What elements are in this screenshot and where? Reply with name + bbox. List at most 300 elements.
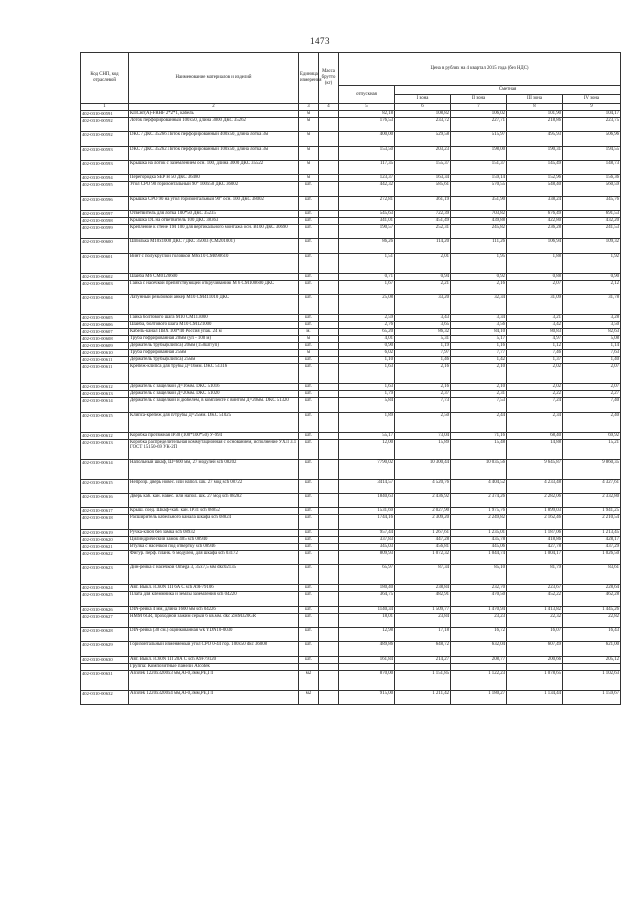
item-code: 402-0310-00605: [81, 315, 129, 322]
item-mass: [319, 398, 339, 412]
price-zone-4: 69,92: [563, 432, 621, 439]
price-zone-4: 15,21: [563, 439, 621, 459]
item-mass: [319, 329, 339, 336]
price-zone-3: 16,07: [507, 628, 563, 642]
table-row: [81, 529, 621, 536]
price-zone-1: 87,34: [395, 565, 451, 585]
item-unit: шт.: [299, 225, 319, 239]
price-release: 1744,16: [339, 515, 395, 529]
header-unit: Единица измерения: [299, 53, 319, 104]
price-release: 55,17: [339, 432, 395, 439]
header-zone-3: III зона: [507, 95, 563, 104]
item-mass: [319, 439, 339, 459]
price-zone-2: 227,71: [451, 117, 507, 131]
item-unit: шт.: [299, 295, 319, 315]
item-unit: шт.: [299, 412, 319, 432]
price-zone-4: 428,17: [563, 536, 621, 543]
price-release: 190,57: [339, 225, 395, 239]
item-mass: [319, 628, 339, 642]
price-zone-4: 3,50: [563, 322, 621, 329]
table-row: [81, 329, 621, 336]
item-name: Дверь каб. кан. навес. или напол. шк. 27 мод sch 08282: [129, 494, 299, 508]
price-zone-4: 345,76: [563, 196, 621, 210]
price-zone-4: 1 102,63: [563, 670, 621, 690]
item-code: 402-0310-00609: [81, 343, 129, 350]
page-number: 1473: [310, 36, 330, 46]
item-code: 402-0310-00627: [81, 613, 129, 627]
price-zone-1: 7,97: [395, 350, 451, 357]
item-code: 402-0310-00603: [81, 280, 129, 294]
price-zone-3: 4,97: [507, 336, 563, 343]
table-row: [81, 613, 621, 627]
item-name: DKC / ДКС 35262 Лоток перфорированный 100x50, длина лотка 3м: [129, 146, 299, 160]
item-mass: [319, 315, 339, 322]
table-row: [81, 628, 621, 642]
item-mass: [319, 391, 339, 398]
col-number: 7: [451, 104, 507, 111]
item-name: Угол СРО 90 горизонтальный 90° 100x50 ДКС 36002: [129, 182, 299, 196]
table-row: [81, 253, 621, 273]
item-name: Кабель-канал ПВХ 100*40 Россия упак. 24 м: [129, 329, 299, 336]
price-table: [80, 52, 621, 705]
item-unit: шт.: [299, 439, 319, 459]
price-zone-1: 214,27: [395, 656, 451, 663]
item-unit: м2: [299, 670, 319, 690]
item-unit: шт.: [299, 398, 319, 412]
item-unit: шт.: [299, 391, 319, 398]
table-row: [81, 565, 621, 585]
price-release: 272,81: [339, 196, 395, 210]
item-code: 402-0310-00625: [81, 592, 129, 606]
col-number: 2: [129, 104, 299, 111]
price-zone-2: 3,56: [451, 322, 507, 329]
item-mass: [319, 343, 339, 350]
item-code: 402-0310-00592: [81, 132, 129, 146]
table-row: [81, 364, 621, 384]
price-zone-4: 1 213,45: [563, 529, 621, 536]
item-mass: [319, 384, 339, 391]
price-zone-1: 451,49: [395, 218, 451, 225]
item-mass: [319, 642, 339, 656]
item-mass: [319, 117, 339, 131]
price-zone-1: 203,23: [395, 146, 451, 160]
header-code: Код СНП, код отраслевой: [81, 53, 129, 104]
table-header: [81, 53, 621, 111]
price-release: 82,18: [339, 110, 395, 117]
price-release: 123,37: [339, 175, 395, 182]
item-mass: [319, 690, 339, 704]
price-zone-1: 2,21: [395, 280, 451, 294]
price-release: 1,79: [339, 391, 395, 398]
table-row: [81, 656, 621, 663]
table-row: [81, 132, 621, 146]
price-zone-4: 1 941,25: [563, 508, 621, 515]
item-mass: [319, 253, 339, 273]
item-unit: шт.: [299, 343, 319, 350]
item-code: 402-0310-00600: [81, 239, 129, 253]
price-release: 4,01: [339, 336, 395, 343]
price-zone-3: 31,09: [507, 295, 563, 315]
table-row: [81, 225, 621, 239]
item-code: 402-0310-00599: [81, 225, 129, 239]
item-unit: шт.: [299, 273, 319, 280]
price-zone-3: 2,22: [507, 391, 563, 398]
price-zone-4: 462,28: [563, 592, 621, 606]
price-zone-1: 7,73: [395, 398, 451, 412]
price-zone-2: 85,10: [451, 565, 507, 585]
price-zone-4: 7,63: [563, 350, 621, 357]
table-row: [81, 343, 621, 350]
item-code: 402-0310-00619: [81, 529, 129, 536]
item-code: 402-0310-00613: [81, 391, 129, 398]
price-zone-3: 427,78: [507, 543, 563, 550]
table-row: [81, 239, 621, 253]
item-code: 402-0310-00629: [81, 642, 129, 656]
group-row: [81, 663, 621, 670]
price-zone-3: 81,79: [507, 565, 563, 585]
price-zone-2: 1 235,01: [451, 529, 507, 536]
item-unit: [299, 663, 319, 670]
header-name: Наименование материалов и изделий: [129, 53, 299, 104]
item-code: 402-0310-00626: [81, 606, 129, 613]
price-zone-2: 23,23: [451, 613, 507, 627]
table-row: [81, 494, 621, 508]
item-mass: [319, 295, 339, 315]
price-zone-1: 1 211,42: [395, 690, 451, 704]
item-name: Alcotek 1220x3200x4 мм,Al-0,3мм,PE,Г4: [129, 690, 299, 704]
price-zone-2: 16,72: [451, 628, 507, 642]
price-zone-4: 3,28: [563, 315, 621, 322]
price-zone-4: 16,43: [563, 628, 621, 642]
price-zone-1: 3,43: [395, 315, 451, 322]
item-code: 402-0310-00608: [81, 336, 129, 343]
item-mass: [319, 565, 339, 585]
price-zone-1: 447,28: [395, 536, 451, 543]
price-zone-4: 241,53: [563, 225, 621, 239]
price-zone-3: 106,94: [507, 239, 563, 253]
table-row: [81, 280, 621, 294]
item-name: Дин-рейка с насечкой Omega 3, 35x7,5 мм dkc02135: [129, 565, 299, 585]
price-zone-4: 1,40: [563, 357, 621, 364]
price-release: 489,86: [339, 642, 395, 656]
item-unit: шт.: [299, 432, 319, 439]
item-code: 402-0310-00628: [81, 628, 129, 642]
price-release: 1,51: [339, 253, 395, 273]
price-zone-3: 0,88: [507, 273, 563, 280]
item-mass: [319, 543, 339, 550]
price-zone-2: 1 470,94: [451, 606, 507, 613]
price-zone-2: 111,26: [451, 239, 507, 253]
price-zone-2: 106,02: [451, 110, 507, 117]
price-release: 545,63: [339, 211, 395, 218]
price-zone-3: 190,31: [507, 146, 563, 160]
header-zone-1: I зона: [395, 95, 451, 104]
item-unit: шт.: [299, 253, 319, 273]
price-zone-4: 432,20: [563, 218, 621, 225]
price-zone-1: 86,32: [395, 329, 451, 336]
price-zone-2: 198,00: [451, 146, 507, 160]
price-zone-4: 228,64: [563, 585, 621, 592]
table-row: [81, 175, 621, 182]
price-release: 957,44: [339, 529, 395, 536]
price-zone-4: 4 327,61: [563, 479, 621, 493]
table-row: [81, 515, 621, 529]
price-zone-1: 0,94: [395, 273, 451, 280]
item-unit: м: [299, 175, 319, 182]
table-row: [81, 295, 621, 315]
price-release: 341,01: [339, 218, 395, 225]
price-zone-1: 4 520,76: [395, 479, 451, 493]
price-release: 12,00: [339, 439, 395, 459]
item-name: Шпилька М10x1000 ДКС / ДКС 35003 (СМ201001): [129, 239, 299, 253]
price-zone-3: 9 645,87: [507, 459, 563, 479]
item-mass: [319, 364, 339, 384]
price-zone-4: 2 210,54: [563, 515, 621, 529]
table-row: [81, 439, 621, 459]
price-zone-3: 418,86: [507, 536, 563, 543]
item-code: 402-0310-00616: [81, 494, 129, 508]
item-mass: [319, 357, 339, 364]
price-zone-4: 194,55: [563, 146, 621, 160]
item-name: Крышка CPO 90 на угол горизонтальный 90° осн. 100 ДКС 38002: [129, 196, 299, 210]
price-zone-3: 218,86: [507, 117, 563, 131]
price-release: 65,97: [339, 565, 395, 585]
price-zone-1: 1 267,61: [395, 529, 451, 536]
item-mass: [319, 479, 339, 493]
item-name: Авт. Выкл. iC60N 1П 20А С sch A9F79120: [129, 656, 299, 663]
item-code: 402-0310-00632: [81, 690, 129, 704]
price-zone-3: 2 162,46: [507, 515, 563, 529]
price-zone-4: 437,29: [563, 543, 621, 550]
price-zone-1: 722,39: [395, 211, 451, 218]
price-zone-1: 238,84: [395, 585, 451, 592]
table-row: [81, 412, 621, 432]
item-unit: шт.: [299, 656, 319, 663]
col-number: 5: [339, 104, 395, 111]
price-zone-1: 361,19: [395, 196, 451, 210]
price-zone-2: 7,77: [451, 350, 507, 357]
price-zone-3: 1,12: [507, 343, 563, 350]
price-zone-2: 7,53: [451, 398, 507, 412]
item-unit: шт.: [299, 322, 319, 329]
price-zone-1: 2,50: [395, 412, 451, 432]
col-number: 8: [507, 104, 563, 111]
price-zone-4: 7,40: [563, 398, 621, 412]
price-zone-4: 2,07: [563, 384, 621, 391]
item-name: Плата для клеммника и землы заземления sch 04220: [129, 592, 299, 606]
price-zone-4: 83,61: [563, 565, 621, 585]
item-unit: м.: [299, 329, 319, 336]
price-zone-2: 570,55: [451, 182, 507, 196]
price-zone-4: 1 026,50: [563, 550, 621, 564]
price-zone-3: 2 282,06: [507, 494, 563, 508]
price-zone-2: 1 180,27: [451, 690, 507, 704]
price-zone-1: 1 072,32: [395, 550, 451, 564]
item-unit: м: [299, 132, 319, 146]
price-zone-4: [563, 663, 621, 670]
price-zone-4: 506,96: [563, 132, 621, 146]
price-zone-3: 200,66: [507, 656, 563, 663]
table-row: [81, 670, 621, 690]
item-unit: шт.: [299, 565, 319, 585]
price-zone-3: 2,34: [507, 412, 563, 432]
price-zone-1: 1,46: [395, 357, 451, 364]
price-zone-3: 236,28: [507, 225, 563, 239]
item-mass: [319, 550, 339, 564]
item-mass: [319, 663, 339, 670]
item-name: Винт с полукруглой головкой М6x10 СМ090610: [129, 253, 299, 273]
price-zone-2: 2,10: [451, 364, 507, 384]
price-zone-4: 22,82: [563, 613, 621, 627]
price-release: 809,93: [339, 550, 395, 564]
item-name: Горизонтальный изменяемый угол СРО 0-44 гор. 100x50 dkc 36008: [129, 642, 299, 656]
item-mass: [319, 110, 339, 117]
price-release: 2,76: [339, 322, 395, 329]
price-release: 153,50: [339, 146, 395, 160]
item-unit: шт.: [299, 543, 319, 550]
item-mass: [319, 218, 339, 225]
price-release: 161,84: [339, 656, 395, 663]
price-zone-2: 2 374,26: [451, 494, 507, 508]
item-name: Крепление к стене ТМ 100 для вертикального монтажа осн. В100 ДКС 30690: [129, 225, 299, 239]
table-row: [81, 218, 621, 225]
price-zone-3: 4 233,48: [507, 479, 563, 493]
price-zone-3: 495,93: [507, 132, 563, 146]
item-name: Группа: Композитные панели Alcotek: [129, 663, 299, 670]
price-zone-1: 163,34: [395, 175, 451, 182]
price-release: 337,83: [339, 536, 395, 543]
item-code: 402-0310-00601: [81, 253, 129, 273]
item-name: Крепеж-клипса для трубы Д=16мм. DKC 51316: [129, 364, 299, 384]
price-release: 1531,69: [339, 508, 395, 515]
price-zone-2: 208,77: [451, 656, 507, 663]
price-zone-2: 435,78: [451, 536, 507, 543]
price-zone-2: 2 249,82: [451, 515, 507, 529]
item-code: 402-0310-00594: [81, 175, 129, 182]
price-zone-1: 2,16: [395, 364, 451, 384]
price-zone-2: 351,90: [451, 196, 507, 210]
item-name: Перегородка SEP H 50 ДКС 36480: [129, 175, 299, 182]
price-release: 7790,02: [339, 459, 395, 479]
price-zone-2: 1,16: [451, 343, 507, 350]
price-release: 1140,34: [339, 606, 395, 613]
price-release: 915,00: [339, 690, 395, 704]
price-release: 442,32: [339, 182, 395, 196]
price-zone-3: 1,37: [507, 357, 563, 364]
price-zone-4: 109,32: [563, 239, 621, 253]
price-zone-2: 1,42: [451, 357, 507, 364]
item-mass: [319, 494, 339, 508]
table-row: [81, 398, 621, 412]
price-release: 65,20: [339, 329, 395, 336]
table-row: [81, 357, 621, 364]
table-row: [81, 432, 621, 439]
item-code: 402-0310-00604: [81, 295, 129, 315]
table-row: [81, 160, 621, 174]
item-name: Напольный шкаф, Ш=600 мм, 27 модулей sch 08202: [129, 459, 299, 479]
item-mass: [319, 656, 339, 663]
table-row: [81, 550, 621, 564]
price-zone-1: 2,01: [395, 253, 451, 273]
price-zone-1: 1 151,85: [395, 670, 451, 690]
item-mass: [319, 536, 339, 543]
item-code: 402-0310-00622: [81, 550, 129, 564]
price-zone-1: 482,91: [395, 592, 451, 606]
col-number: 4: [319, 104, 339, 111]
item-code: 402-0310-00597: [81, 211, 129, 218]
price-release: 870,00: [339, 670, 395, 690]
price-zone-4: 1 445,26: [563, 606, 621, 613]
price-release: 25,08: [339, 295, 395, 315]
price-release: 1,63: [339, 364, 395, 384]
col-number: 9: [563, 104, 621, 111]
table-row: [81, 459, 621, 479]
price-zone-1: 648,72: [395, 642, 451, 656]
item-name: Непрозр. дверь новес. или напол. шк. 27 мод sch 08722: [129, 479, 299, 493]
item-unit: шт.: [299, 585, 319, 592]
item-name: Ответвитель для лотка 100*50 ДКС 35235: [129, 211, 299, 218]
item-mass: [319, 160, 339, 174]
item-mass: [319, 336, 339, 343]
item-unit: шт.: [299, 357, 319, 364]
price-release: 180,40: [339, 585, 395, 592]
table-row: [81, 315, 621, 322]
item-mass: [319, 585, 339, 592]
item-mass: [319, 239, 339, 253]
price-zone-1: 585,61: [395, 182, 451, 196]
item-mass: [319, 592, 339, 606]
item-code: 402-0310-00595: [81, 182, 129, 196]
table-row: [81, 110, 621, 117]
price-zone-3: 1 078,65: [507, 670, 563, 690]
price-zone-3: 2,02: [507, 384, 563, 391]
item-mass: [319, 225, 339, 239]
price-zone-4: 2,07: [563, 364, 621, 384]
table-row: [81, 211, 621, 218]
item-name: DIN-рейка 4 мм, длина 1600 мм sch 04226: [129, 606, 299, 613]
item-mass: [319, 459, 339, 479]
price-zone-2: 1 975,76: [451, 508, 507, 515]
price-release: 12,98: [339, 628, 395, 642]
table-row: [81, 606, 621, 613]
price-release: 400,00: [339, 132, 395, 146]
price-release: 176,53: [339, 117, 395, 131]
header-release: отпускная: [339, 86, 395, 104]
item-code: 402-0310-00610: [81, 350, 129, 357]
item-code: 402-0310-00618: [81, 515, 129, 529]
item-unit: шт.: [299, 211, 319, 218]
item-mass: [319, 529, 339, 536]
price-zone-1: 10 300,44: [395, 459, 451, 479]
table-row: [81, 391, 621, 398]
price-zone-1: 17,18: [395, 628, 451, 642]
item-unit: шт.: [299, 364, 319, 384]
price-release: 117,35: [339, 160, 395, 174]
item-name: Держатель трубы(клипса) 25мм: [129, 357, 299, 364]
item-unit: шт.: [299, 613, 319, 627]
price-zone-1: 2 436,92: [395, 494, 451, 508]
item-unit: шт.: [299, 218, 319, 225]
price-zone-1: 2 027,90: [395, 508, 451, 515]
item-name: КПСнг(А)-FRHF 2*2*1, кабель: [129, 110, 299, 117]
price-release: 345,03: [339, 543, 395, 550]
item-mass: [319, 322, 339, 329]
price-zone-2: 703,82: [451, 211, 507, 218]
table-row: [81, 543, 621, 550]
price-zone-3: 22,32: [507, 613, 563, 627]
item-mass: [319, 273, 339, 280]
table-row: [81, 350, 621, 357]
